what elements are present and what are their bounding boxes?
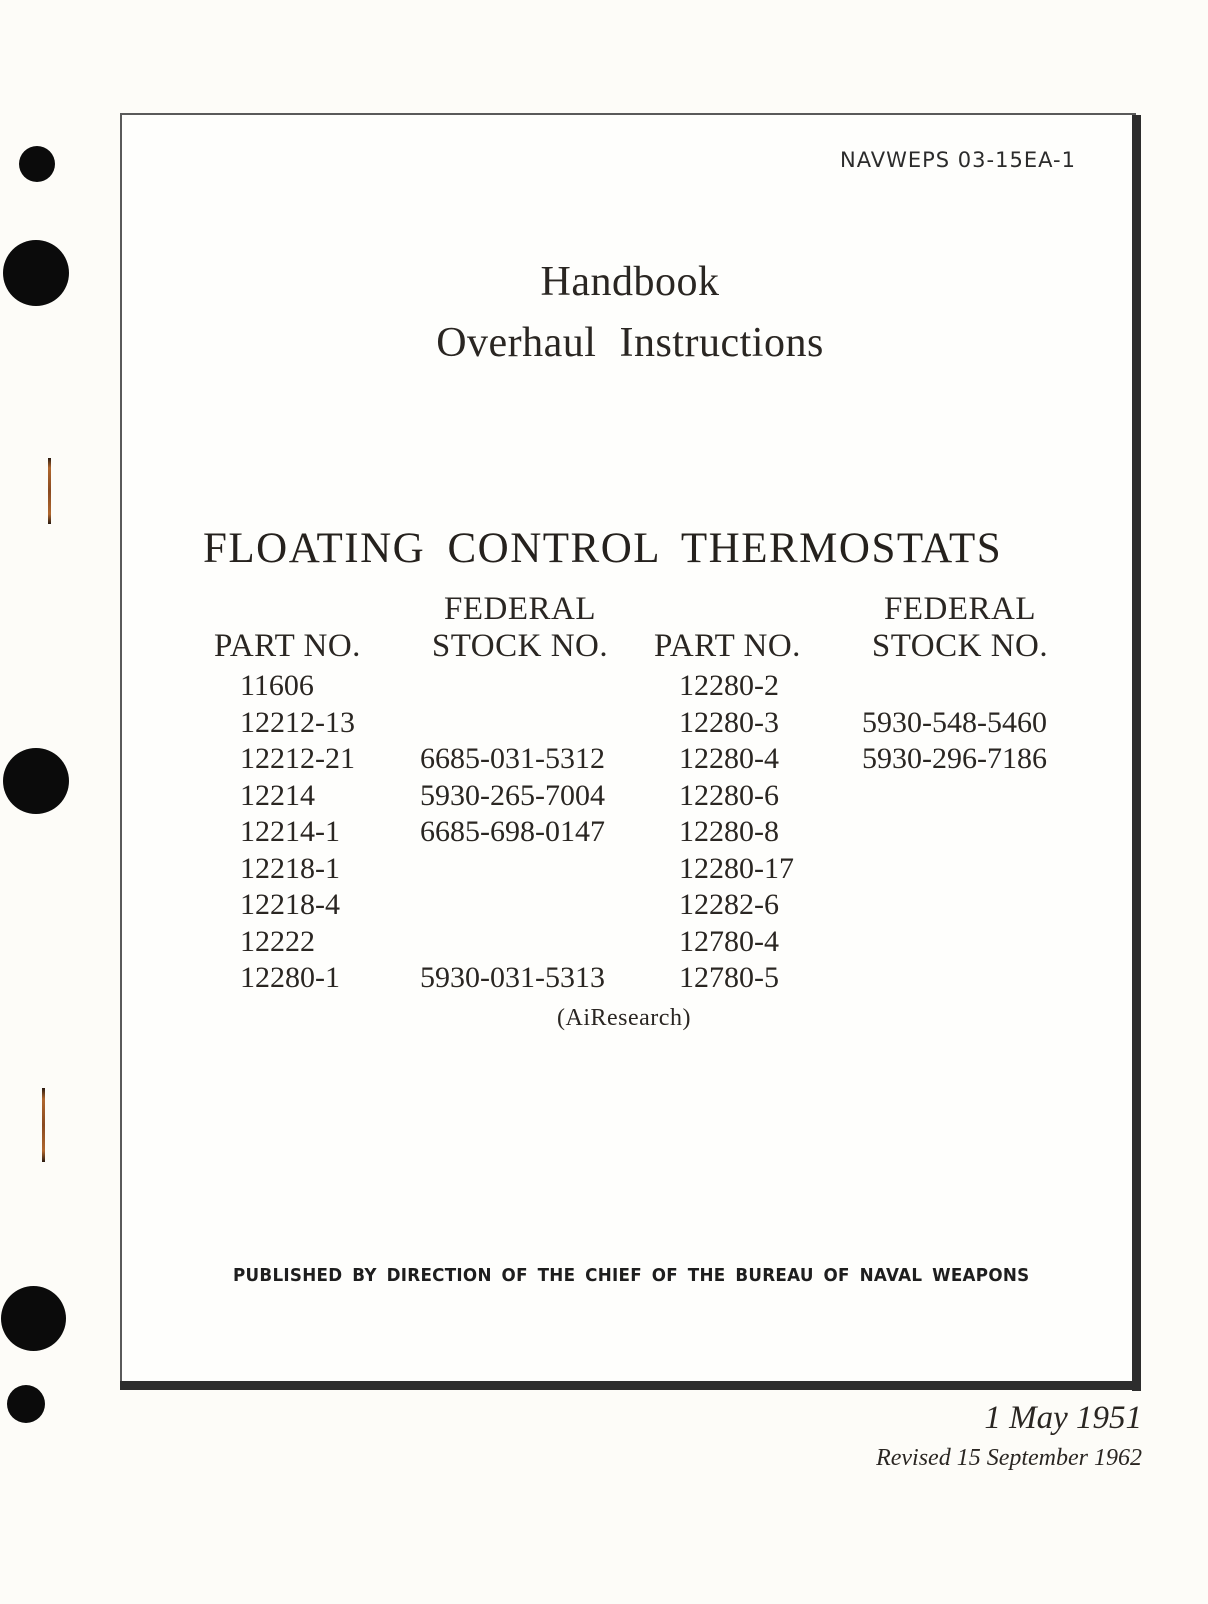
header-part-no-left [214,628,361,665]
part-number: 12280-6 [679,778,779,812]
stock-number: 5930-031-5313 [420,961,605,994]
binding-mark [42,1088,45,1162]
manufacturer: (AiResearch) [557,1005,691,1031]
stock-number: 5930-296-7186 [862,742,1047,775]
column-left-part-numbers [240,668,355,997]
stock-number [420,705,605,742]
part-number: 12280-17 [679,851,794,885]
column-right-part-numbers [679,668,794,997]
publisher-statement: PUBLISHED BY DIRECTION OF THE CHIEF OF THE BUREAU OF NAVAL WEAPONS [233,1265,1030,1286]
part-number: 12280-1 [240,961,340,994]
stock-number [420,668,605,705]
title-handbook: Handbook [540,259,720,305]
stock-number [862,668,1047,705]
header-part-no-right [654,628,801,665]
header-stock-no: STOCK NO. [871,628,1049,664]
header-federal: FEDERAL [884,591,1036,627]
punch-hole [19,146,55,182]
punch-hole [1,1286,66,1351]
document-number: NAVWEPS 03-15EA-1 [840,148,1076,172]
header-federal-stock-left [420,591,620,665]
part-number: 12222 [240,924,315,958]
part-number: 12214 [240,778,315,812]
stock-number: 6685-031-5312 [420,742,605,775]
revision-date: Revised 15 September 1962 [876,1445,1142,1471]
header-label: PART NO. [214,628,361,664]
stock-number [420,851,605,888]
part-number: 12280-4 [679,742,779,775]
frame-border-bottom [120,1381,1141,1390]
part-number: 12280-3 [679,705,779,739]
header-federal-stock-right [860,591,1060,665]
stock-number: 5930-265-7004 [420,778,605,812]
stock-number [862,814,1047,851]
part-number: 12280-2 [679,669,779,702]
frame-border-right [1132,115,1141,1391]
stock-number: 5930-548-5460 [862,705,1047,739]
stock-number [862,960,1047,997]
stock-number [862,924,1047,961]
part-number: 12214-1 [240,815,340,848]
part-number: 12280-8 [679,815,779,848]
part-number: 12282-6 [679,888,779,921]
stock-number [862,778,1047,815]
part-number: 12780-4 [679,924,779,958]
punch-hole [3,748,69,814]
stock-number: 6685-698-0147 [420,815,605,848]
title-overhaul-instructions: Overhaul Instructions [436,320,824,366]
main-title: FLOATING CONTROL THERMOSTATS [203,525,1003,572]
part-number: 12218-1 [240,851,340,885]
part-number: 11606 [240,669,314,702]
stock-number [862,851,1047,888]
stock-number [862,887,1047,924]
part-number: 12218-4 [240,888,340,921]
part-number: 12780-5 [679,961,779,994]
stock-number [420,887,605,924]
header-stock-no: STOCK NO. [431,628,609,664]
column-right-stock-numbers [862,668,1047,997]
header-label: PART NO. [654,628,801,664]
binding-mark [48,458,51,524]
publication-date: 1 May 1951 [984,1400,1142,1436]
header-federal: FEDERAL [444,591,596,627]
part-number: 12212-13 [240,705,355,739]
column-left-stock-numbers [420,668,605,997]
punch-hole [7,1385,45,1423]
stock-number [420,924,605,961]
part-number: 12212-21 [240,742,355,775]
